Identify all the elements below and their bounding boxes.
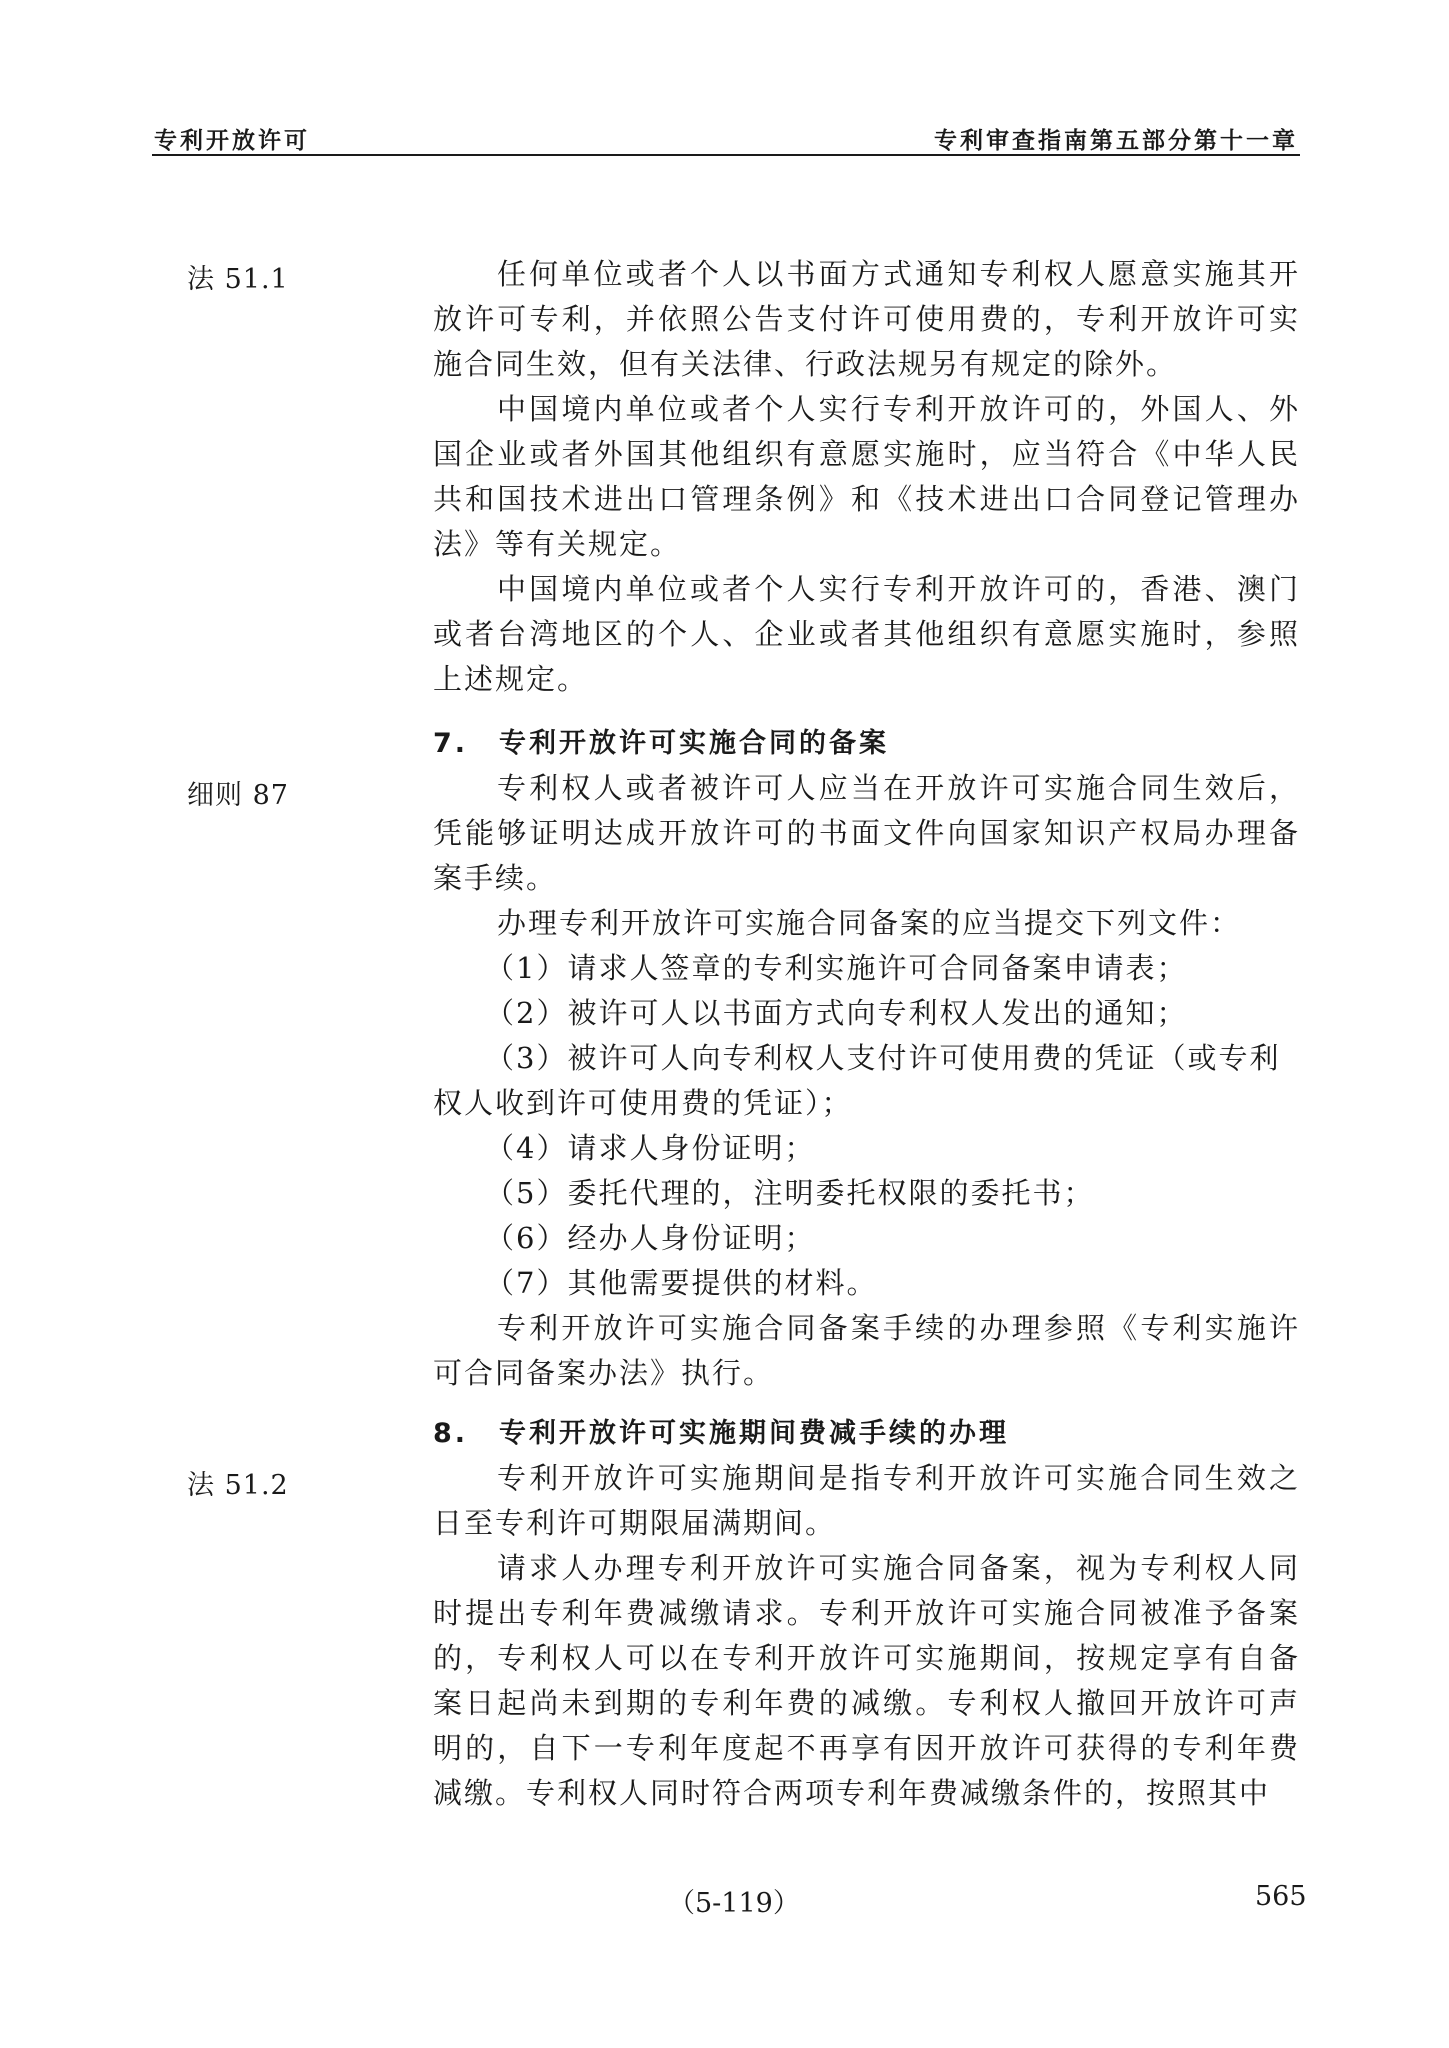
- section-number: 7.: [433, 728, 469, 759]
- margin-reference-law-51-2: 法 51.2: [187, 1470, 289, 1501]
- list-item: （4）请求人身份证明；: [485, 1131, 816, 1165]
- section-title: 专利开放许可实施合同的备案: [499, 728, 889, 759]
- list-item: （5）委托代理的，注明委托权限的委托书；: [485, 1176, 1095, 1210]
- paragraph: 专利权人或者被许可人应当在开放许可实施合同生效后，凭能够证明达成开放许可的书面文件向国家知识产权局办理备案手续。: [433, 771, 1300, 895]
- list-intro: 办理专利开放许可实施合同备案的应当提交下列文件：: [497, 906, 1242, 940]
- footer-page-number: 565: [1255, 1881, 1307, 1912]
- paragraph: 中国境内单位或者个人实行专利开放许可的，香港、澳门或者台湾地区的个人、企业或者其他组织有意愿实施时，参照上述规定。: [433, 572, 1300, 696]
- running-header: [152, 116, 1300, 156]
- margin-reference-law-51-1: 法 51.1: [187, 264, 289, 295]
- list-item: （7）其他需要提供的材料。: [485, 1266, 878, 1300]
- section-open-license-contract-effect: [433, 252, 1300, 702]
- header-guide-location: 专利审查指南第五部分第十一章: [934, 128, 1298, 154]
- margin-reference-rule-87: 细则 87: [187, 780, 289, 811]
- list-item: （3）被许可人向专利权人支付许可使用费的凭证（或专利权人收到许可使用费的凭证）；: [433, 1041, 1281, 1120]
- list-item: （1）请求人签章的专利实施许可合同备案申请表；: [485, 951, 1188, 985]
- section-7-heading: [433, 721, 889, 760]
- list-item: （2）被许可人以书面方式向专利权人发出的通知；: [485, 996, 1188, 1030]
- list-item: （6）经办人身份证明；: [485, 1221, 816, 1255]
- section-8-body: [433, 1456, 1300, 1816]
- section-number: 8.: [433, 1418, 469, 1449]
- footer-section-page: （5-119）: [668, 1888, 800, 1919]
- section-title: 专利开放许可实施期间费减手续的办理: [499, 1418, 1009, 1449]
- paragraph: 专利开放许可实施期间是指专利开放许可实施合同生效之日至专利许可期限届满期间。: [433, 1461, 1300, 1540]
- paragraph: 中国境内单位或者个人实行专利开放许可的，外国人、外国企业或者外国其他组织有意愿实施时，应当符合《中华人民共和国技术进出口管理条例》和《技术进出口合同登记管理办法》等有关规定。: [433, 392, 1300, 561]
- paragraph: 专利开放许可实施合同备案手续的办理参照《专利实施许可合同备案办法》执行。: [433, 1311, 1300, 1390]
- section-7-body: [433, 766, 1300, 1396]
- header-chapter-title: 专利开放许可: [154, 128, 310, 154]
- paragraph: 请求人办理专利开放许可实施合同备案，视为专利权人同时提出专利年费减缴请求。专利开放许可实施合同被准予备案的，专利权人可以在专利开放许可实施期间，按规定享有自备案日起尚未到期的专利年费的减缴。专利权人撤回开放许可声明的，自下一专利年度起不再享有因开放许可获得的专利年费减缴。专利权人同时符合两项专利年费减缴条件的，按照其中: [433, 1551, 1300, 1810]
- paragraph: 任何单位或者个人以书面方式通知专利权人愿意实施其开放许可专利，并依照公告支付许可使用费的，专利开放许可实施合同生效，但有关法律、行政法规另有规定的除外。: [433, 257, 1300, 381]
- section-8-heading: [433, 1411, 1009, 1450]
